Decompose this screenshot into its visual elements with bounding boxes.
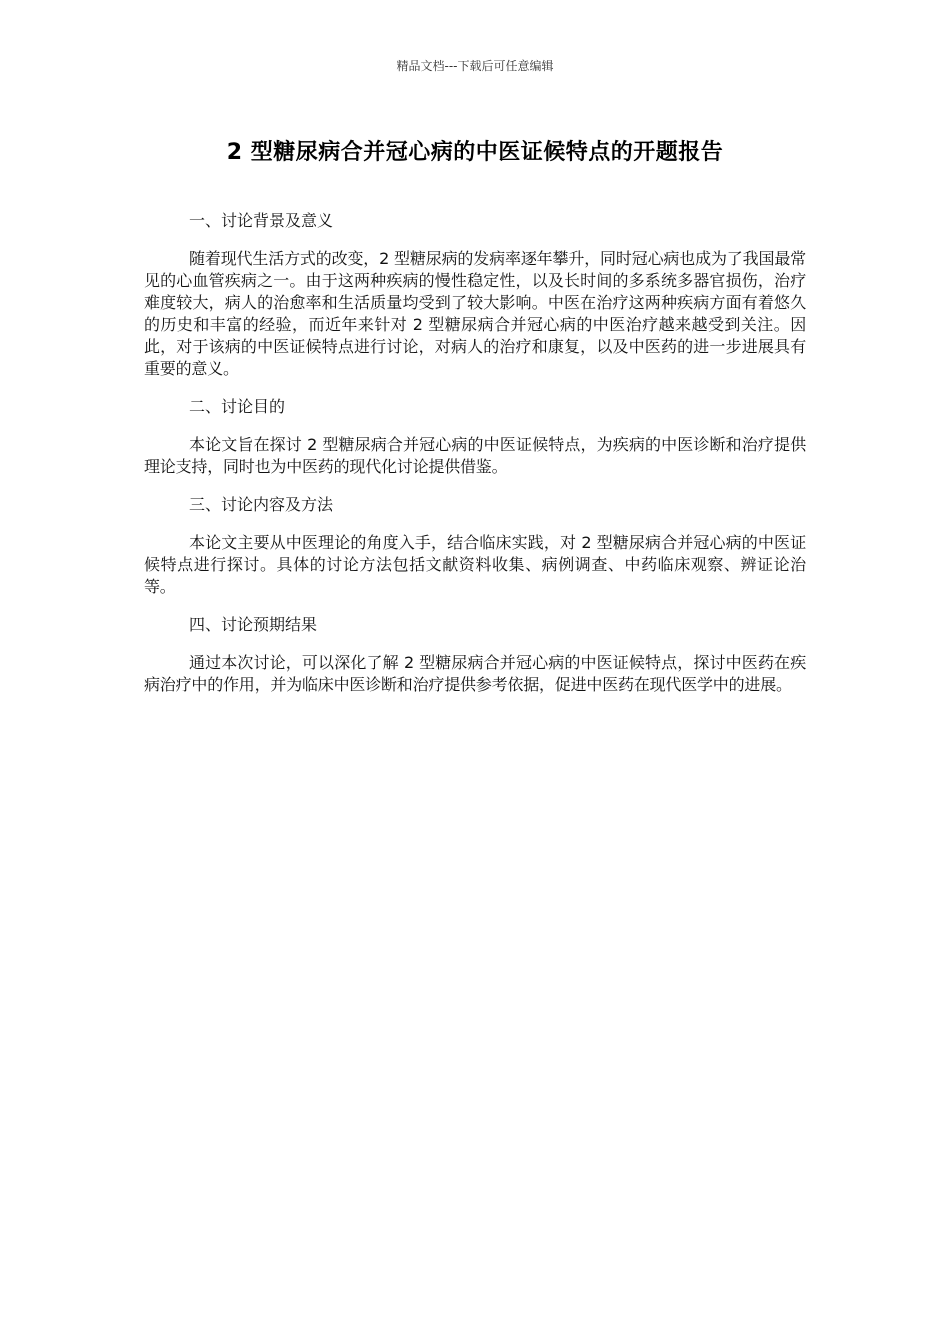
document-body (144, 210, 806, 712)
section-heading-expected-results: 四、讨论预期结果 (189, 615, 318, 634)
section-body-purpose: 本论文旨在探讨 2 型糖尿病合并冠心病的中医证候特点，为疾病的中医诊断和治疗提供理论支持，同时也为中医药的现代化讨论提供借鉴。 (144, 435, 806, 476)
section-body-expected-results: 通过本次讨论，可以深化了解 2 型糖尿病合并冠心病的中医证候特点，探讨中医药在疾病治疗中的作用，并为临床中医诊断和治疗提供参考依据，促进中医药在现代医学中的进展。 (144, 653, 806, 694)
section-heading-methods: 三、讨论内容及方法 (189, 495, 334, 514)
section-body-methods: 本论文主要从中医理论的角度入手，结合临床实践，对 2 型糖尿病合并冠心病的中医证候特点进行探讨。具体的讨论方法包括文献资料收集、病例调查、中药临床观察、辨证论治等。 (144, 533, 806, 596)
section-heading-background: 一、讨论背景及意义 (189, 211, 334, 230)
page-title: 2 型糖尿病合并冠心病的中医证候特点的开题报告 (226, 140, 724, 165)
section-body-background: 随着现代生活方式的改变，2 型糖尿病的发病率逐年攀升，同时冠心病也成为了我国最常见的心血管疾病之一。由于这两种疾病的慢性稳定性，以及长时间的多系统多器官损伤，治疗难度较大，病人的治愈率和生活质量均受到了较大影响。中医在治疗这两种疾病方面有着悠久的历史和丰富的经验，而近年来针对 2 型糖尿病合并冠心病的中医治疗越来越受到关注。因此，对于该病的中医证候特点进行讨论，对病人的治疗和康复，以及中医药的进一步进展具有重要的意义。 (144, 249, 806, 378)
section-heading-purpose: 二、讨论目的 (189, 397, 286, 416)
header-note: 精品文档---下载后可任意编辑 (396, 59, 554, 73)
